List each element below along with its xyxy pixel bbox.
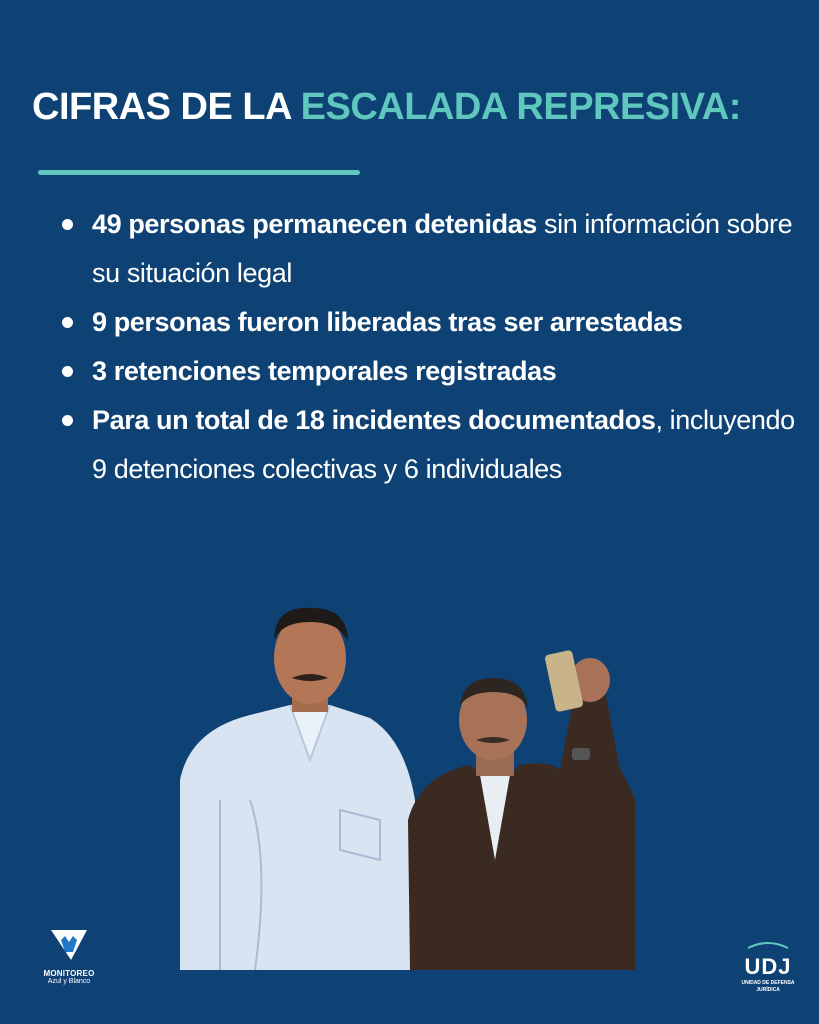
udj-arc-icon: [744, 941, 792, 949]
title-underline: [38, 170, 360, 175]
bullet-bold-text: 3 retenciones temporales registradas: [92, 356, 557, 386]
bullet-dot-icon: [62, 219, 73, 230]
monitoreo-logo: [40, 926, 98, 985]
monitoreo-triangle-icon: [49, 926, 89, 964]
udj-logo: [740, 936, 796, 994]
bullet-list: [58, 200, 798, 494]
monitoreo-logo-line1: MONITOREO: [43, 969, 95, 978]
bullet-item: [58, 347, 798, 396]
two-men-photo: [180, 600, 640, 970]
bullet-normal-text: sin información sobre su situación legal: [92, 209, 793, 288]
left-man-figure: [180, 608, 415, 970]
bullet-normal-text: , incluyendo 9 detenciones colectivas y 6 individuales: [92, 405, 795, 484]
udj-logo-main: UDJ: [744, 954, 792, 979]
udj-logo-sub: UNIDAD DE DEFENSA JURÍDICA: [741, 980, 795, 993]
title-part-2-accent: ESCALADA REPRESIVA:: [300, 86, 741, 128]
title-part-1: CIFRAS DE LA: [32, 86, 301, 128]
page-title: [32, 86, 741, 129]
bullet-item: [58, 396, 798, 494]
bullet-dot-icon: [62, 366, 73, 377]
right-man-figure: [408, 650, 635, 970]
bullet-dot-icon: [62, 317, 73, 328]
bullet-item: [58, 298, 798, 347]
monitoreo-logo-line2: Azul y Blanco: [47, 978, 91, 985]
bullet-bold-text: 9 personas fueron liberadas tras ser arrestadas: [92, 307, 683, 337]
bullet-item: [58, 200, 798, 298]
bullet-bold-text: Para un total de 18 incidentes documentados: [92, 405, 656, 435]
bullet-bold-text: 49 personas permanecen detenidas: [92, 209, 537, 239]
bullet-dot-icon: [62, 415, 73, 426]
